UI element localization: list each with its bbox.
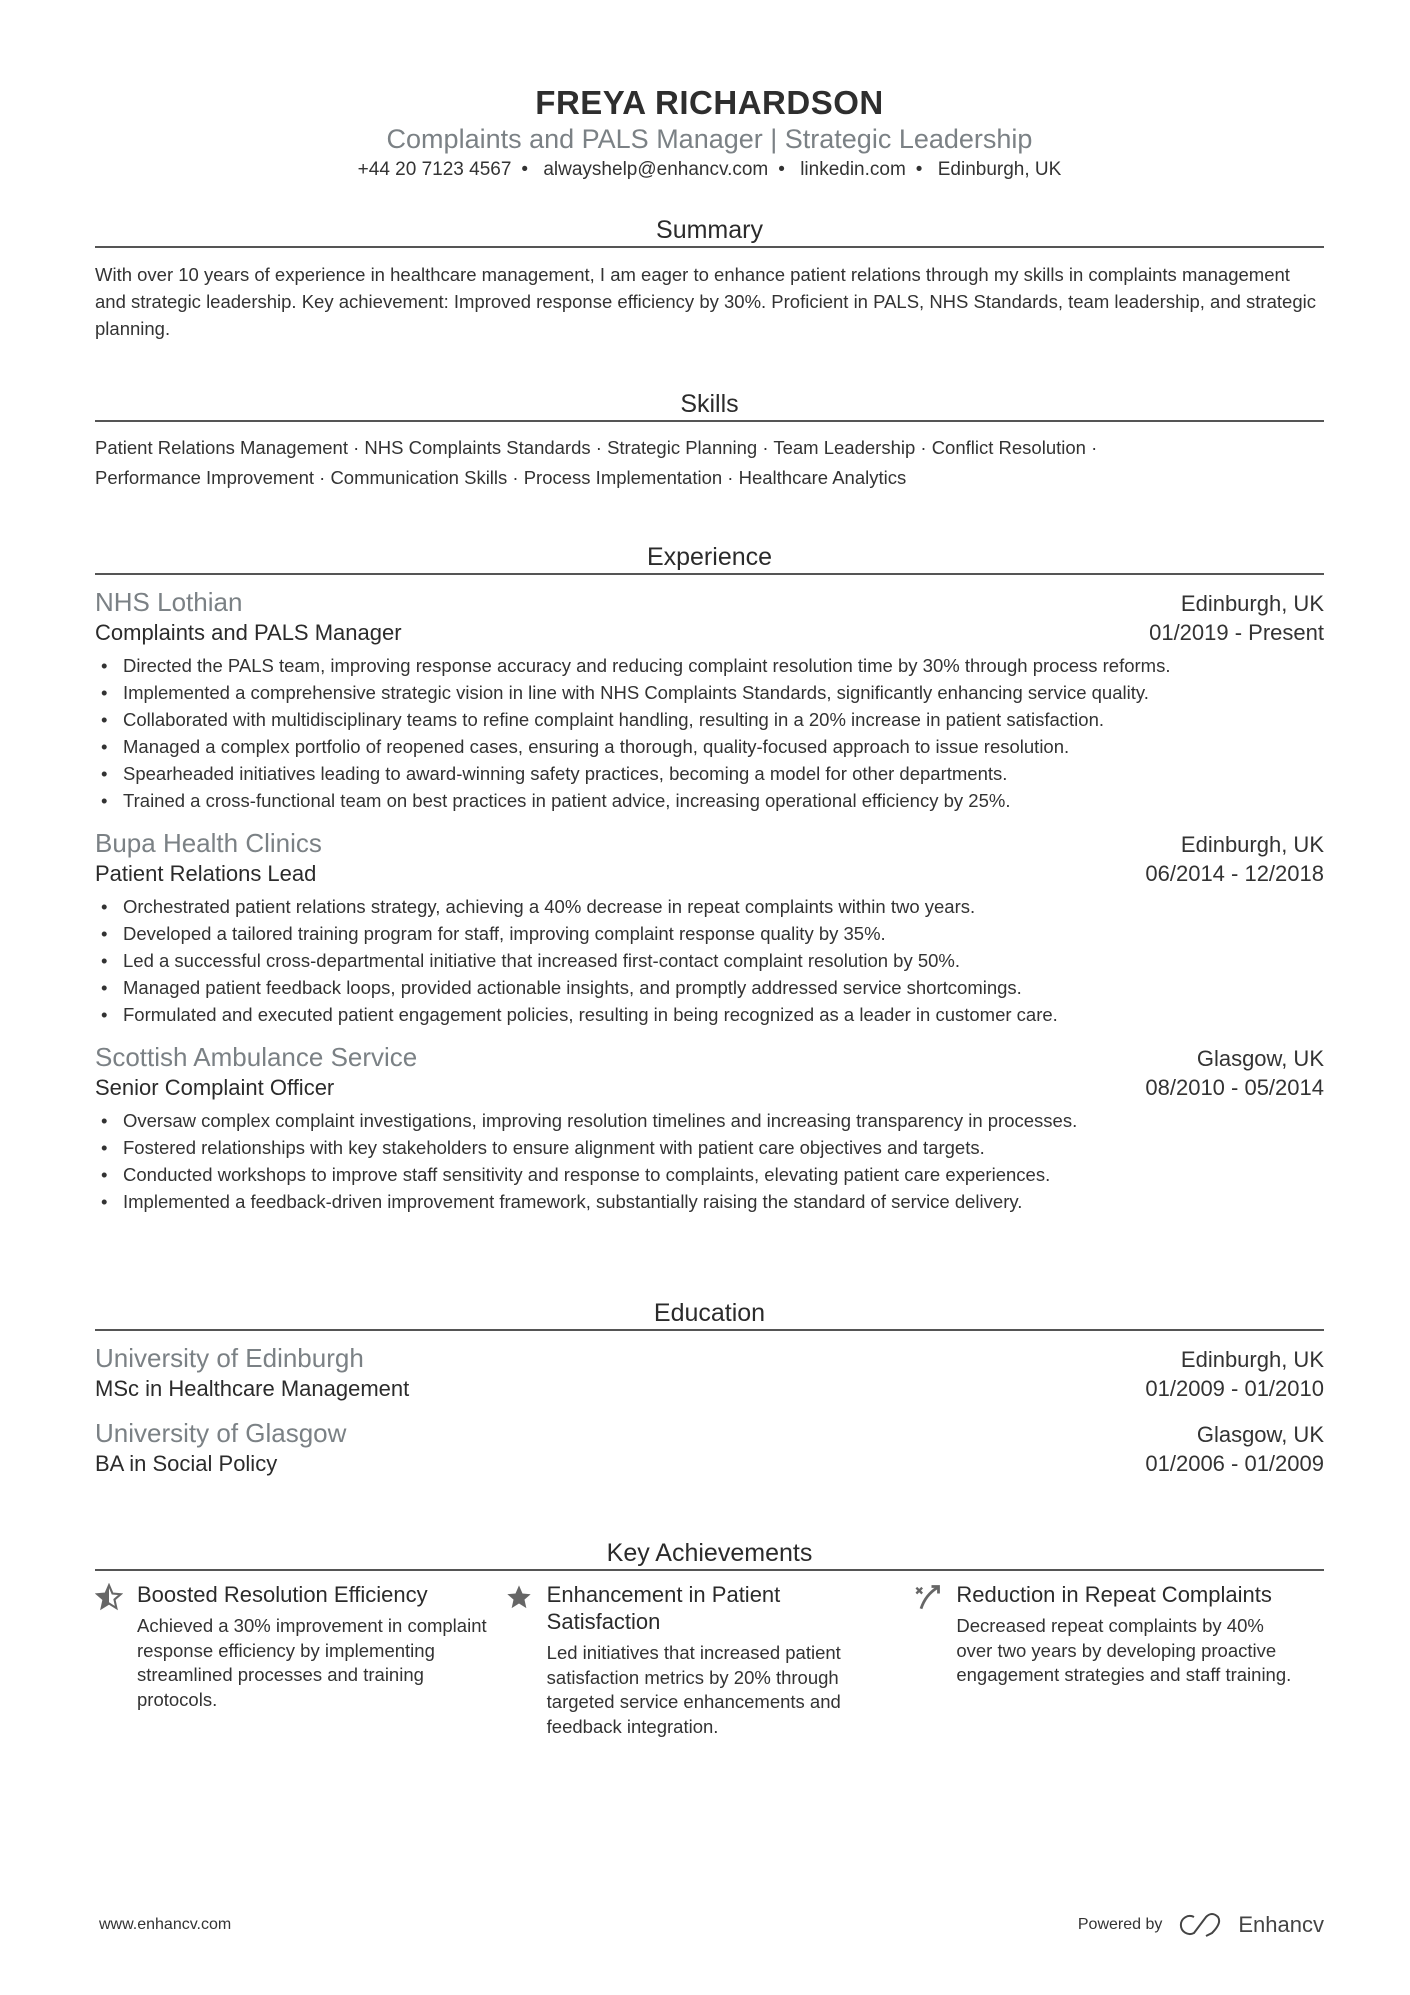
divider: [95, 1329, 1324, 1331]
education-dates: 01/2006 - 01/2009: [1145, 1451, 1324, 1476]
job-entry: [95, 1042, 1324, 1215]
location: Edinburgh, UK: [937, 159, 1062, 180]
candidate-title: Complaints and PALS Manager | Strategic Leadership: [386, 124, 1033, 154]
bullet-item: • Developed a tailored training program for staff, improving complaint response quality by 35%.: [95, 920, 1324, 947]
summary-section: [95, 214, 1324, 342]
achievement-text: Decreased repeat complaints by 40% over two years by developing proactive engagement strategies and staff training.: [956, 1615, 1292, 1685]
school-location: Glasgow, UK: [1196, 1422, 1324, 1447]
bullet-item: • Managed a complex portfolio of reopened cases, ensuring a thorough, quality-focused approach to issue resolution.: [95, 733, 1324, 760]
education-entry: [95, 1418, 1324, 1477]
achievement-title: Enhancement in Patient Satisfaction: [546, 1582, 781, 1634]
school-name: University of Glasgow: [95, 1418, 347, 1448]
achievement-title: Boosted Resolution Efficiency: [137, 1582, 428, 1607]
skills-line: Performance Improvement · Communication Skills · Process Implementation · Healthcare Analytics: [95, 467, 907, 488]
summary-text: With over 10 years of experience in healthcare management, I am eager to enhance patient relations through my skills in complaints management and strategic leadership. Key achievement: Improved response efficiency by 30%. Proficient in PALS, NHS Standards, team leadership, and strategic planning.: [95, 264, 1316, 339]
achievement-item: [505, 1581, 915, 1739]
skills-section: [95, 388, 1324, 493]
experience-section: [95, 541, 1324, 1215]
divider: [95, 573, 1324, 575]
enhancv-logo-icon: [1176, 1912, 1224, 1938]
section-title: Experience: [646, 543, 773, 571]
job-bullets: [95, 1107, 1324, 1215]
education-section: [95, 1297, 1324, 1477]
job-dates: 08/2010 - 05/2014: [1145, 1075, 1324, 1100]
bullet-item: • Spearheaded initiatives leading to award-winning safety practices, becoming a model for other departments.: [95, 760, 1324, 787]
company-name: Scottish Ambulance Service: [95, 1042, 418, 1072]
bullet-item: • Implemented a feedback-driven improvement framework, substantially raising the standard of service delivery.: [95, 1188, 1324, 1215]
bullet-item: • Fostered relationships with key stakeholders to ensure alignment with patient care objectives and targets.: [95, 1134, 1324, 1161]
school-name: University of Edinburgh: [95, 1343, 364, 1373]
candidate-name: FREYA RICHARDSON: [535, 84, 884, 121]
powered-by-label: Powered by: [1077, 1916, 1163, 1933]
job-entry: [95, 828, 1324, 1028]
degree: MSc in Healthcare Management: [95, 1376, 410, 1401]
section-title: Education: [653, 1299, 766, 1327]
bullet-item: • Collaborated with multidisciplinary teams to refine complaint handling, resulting in a 20% increase in patient satisfaction.: [95, 706, 1324, 733]
job-location: Edinburgh, UK: [1180, 832, 1324, 857]
education-dates: 01/2009 - 01/2010: [1145, 1376, 1324, 1401]
job-dates: 06/2014 - 12/2018: [1145, 861, 1324, 886]
phone: +44 20 7123 4567: [357, 159, 512, 180]
achievement-text: Achieved a 30% improvement in complaint response efficiency by implementing streamlined processes and training protocols.: [137, 1615, 487, 1710]
job-role: Patient Relations Lead: [95, 861, 317, 886]
degree: BA in Social Policy: [95, 1451, 278, 1476]
section-title: Key Achievements: [606, 1539, 813, 1567]
section-title: Summary: [656, 216, 763, 244]
bullet-item: • Trained a cross-functional team on best practices in patient advice, increasing operational efficiency by 25%.: [95, 787, 1324, 814]
divider: [95, 246, 1324, 248]
school-location: Edinburgh, UK: [1180, 1347, 1324, 1372]
job-bullets: [95, 652, 1324, 814]
website-link[interactable]: www.enhancv.com: [99, 1916, 232, 1933]
bullet-item: • Orchestrated patient relations strategy, achieving a 40% decrease in repeat complaints within two years.: [95, 893, 1324, 920]
bullet-item: • Oversaw complex complaint investigations, improving resolution timelines and increasing transparency in processes.: [95, 1107, 1324, 1134]
footer: [99, 1912, 1324, 1938]
linkedin-link[interactable]: linkedin.com: [800, 159, 906, 180]
bullet-item: • Implemented a comprehensive strategic vision in line with NHS Complaints Standards, significantly enhancing service quality.: [95, 679, 1324, 706]
bullet-item: • Led a successful cross-departmental initiative that increased first-contact complaint resolution by 50%.: [95, 947, 1324, 974]
star-half-icon: [95, 1581, 137, 1739]
skills-line: Patient Relations Management · NHS Complaints Standards · Strategic Planning · Team Leadership · Conflict Resolution ·: [95, 437, 1098, 458]
achievement-item: [95, 1581, 505, 1739]
bullet-item: • Directed the PALS team, improving response accuracy and reducing complaint resolution time by 30% through process reforms.: [95, 652, 1324, 679]
job-dates: 01/2019 - Present: [1149, 620, 1324, 645]
company-name: Bupa Health Clinics: [95, 828, 322, 858]
bullet-item: • Managed patient feedback loops, provided actionable insights, and promptly addressed service shortcomings.: [95, 974, 1324, 1001]
brand-name: Enhancv: [1238, 1912, 1324, 1937]
company-name: NHS Lothian: [95, 587, 243, 617]
divider: [95, 1569, 1324, 1571]
achievement-item: [914, 1581, 1324, 1739]
job-location: Edinburgh, UK: [1180, 591, 1324, 616]
powered-by: [1078, 1912, 1324, 1938]
job-location: Glasgow, UK: [1196, 1046, 1324, 1071]
achievement-text: Led initiatives that increased patient satisfaction metrics by 20% through targeted service enhancements and feedback integration.: [546, 1642, 841, 1737]
achievements-section: [95, 1537, 1324, 1739]
education-entry: [95, 1343, 1324, 1402]
divider: [95, 420, 1324, 422]
job-bullets: [95, 893, 1324, 1028]
trend-arrow-icon: [914, 1581, 956, 1739]
star-icon: [505, 1581, 547, 1739]
email-link[interactable]: alwayshelp@enhancv.com: [543, 159, 769, 180]
job-role: Senior Complaint Officer: [95, 1075, 335, 1100]
bullet-item: • Conducted workshops to improve staff sensitivity and response to complaints, elevating patient care experiences.: [95, 1161, 1324, 1188]
job-role: Complaints and PALS Manager: [95, 620, 402, 645]
achievement-title: Reduction in Repeat Complaints: [956, 1582, 1272, 1607]
bullet-item: • Formulated and executed patient engagement policies, resulting in being recognized as a leader in customer care.: [95, 1001, 1324, 1028]
contact-info: +44 20 7123 4567 • alwayshelp@enhancv.com • linkedin.com • Edinburgh, UK: [357, 159, 1062, 180]
job-entry: [95, 587, 1324, 814]
section-title: Skills: [680, 390, 739, 418]
